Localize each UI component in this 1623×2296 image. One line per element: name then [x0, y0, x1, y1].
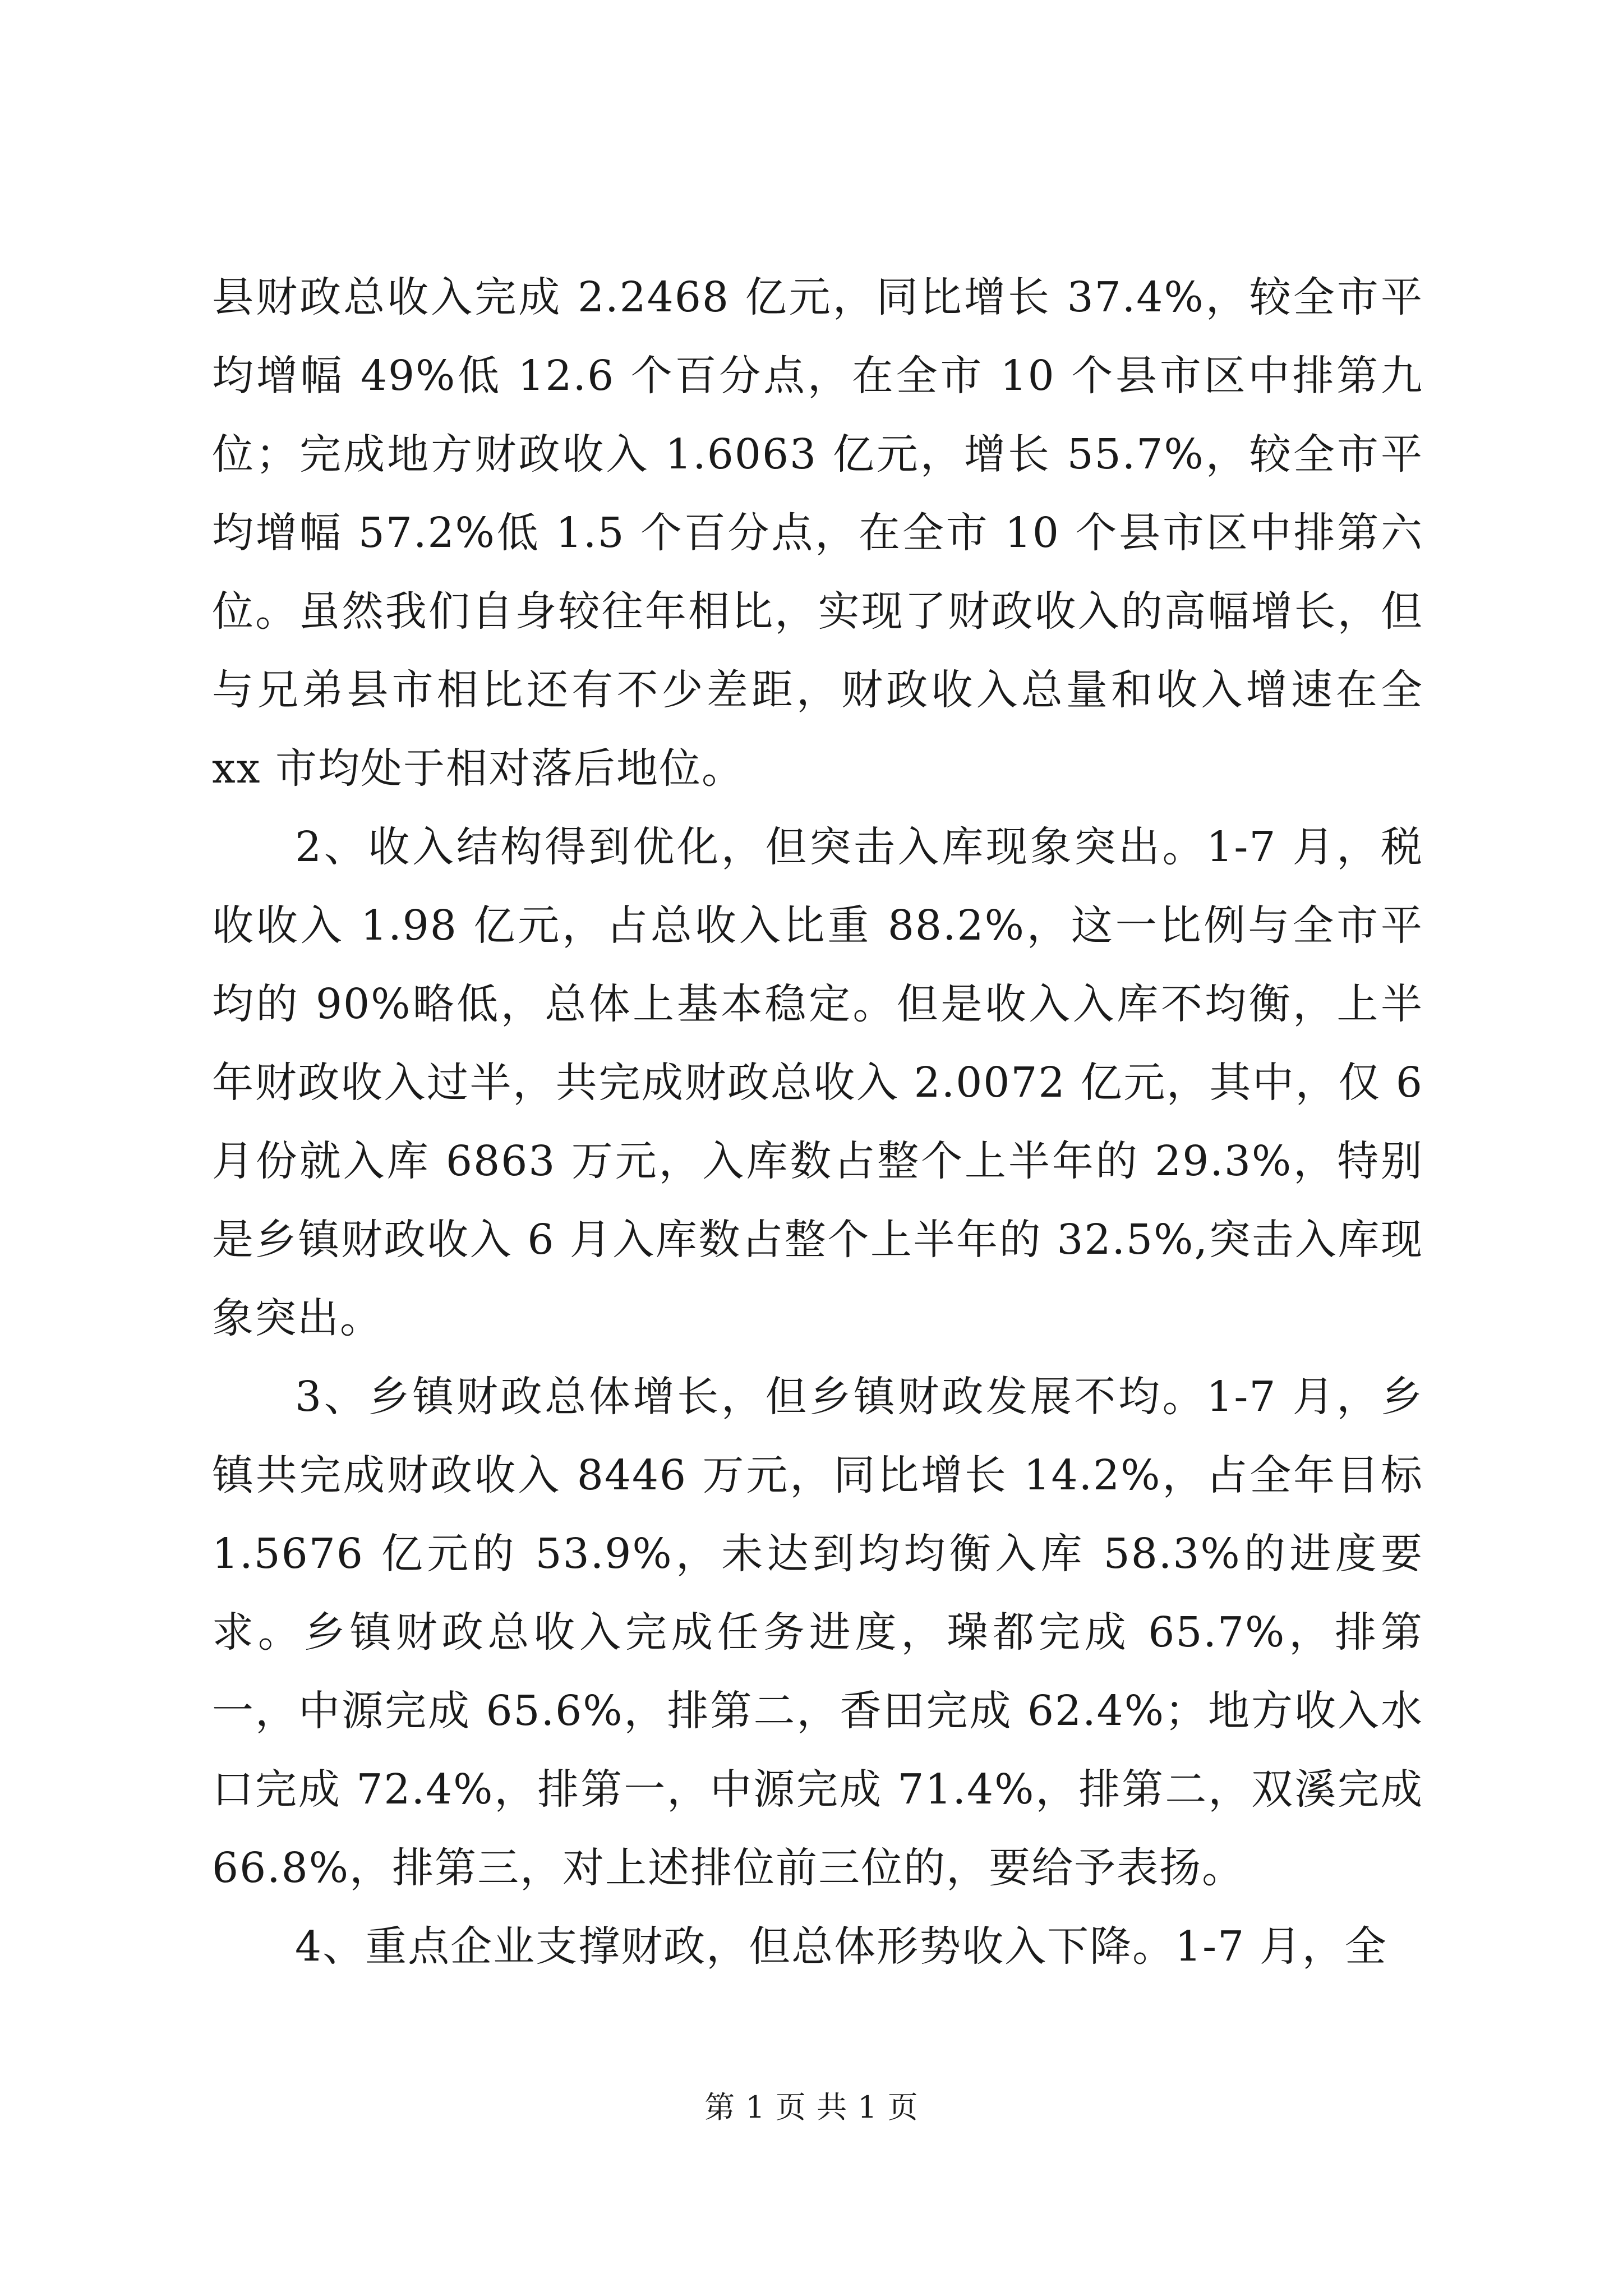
paragraph-3: 3、乡镇财政总体增长，但乡镇财政发展不均。1-7 月，乡镇共完成财政收入 8446 万元，同比增长 14.2%，占全年目标 1.5676 亿元的 53.9%，未达到均均衡入库 58.3%的进度要求。乡镇财政总收入完成任务进度，璪都完成 65.7%，排第一，中源完成 65.6%，排第二，香田完成 62.4%；地方收入水口完成 72.4%，排第一，中源完成 71.4%，排第二，双溪完成 66.8%，排第三，对上述排位前三位的，要给予表扬。	[212, 1373, 1423, 1892]
page-footer: 第 1 页 共 1 页	[704, 2090, 919, 2125]
document-body	[212, 258, 1423, 1986]
paragraph-2: 2、收入结构得到优化，但突击入库现象突出。1-7 月，税收收入 1.98 亿元，占总收入比重 88.2%，这一比例与全市平均的 90%略低，总体上基本稳定。但是收入入库不均衡，上半年财政收入过半，共完成财政总收入 2.0072 亿元，其中，仅 6 月份就入库 6863 万元，入库数占整个上半年的 29.3%，特别是乡镇财政收入 6 月入库数占整个上半年的 32.5%,突击入库现象突出。	[212, 823, 1423, 1342]
paragraph-1: 县财政总收入完成 2.2468 亿元，同比增长 37.4%，较全市平均增幅 49%低 12.6 个百分点，在全市 10 个县市区中排第九位；完成地方财政收入 1.6063 亿元，增长 55.7%，较全市平均增幅 57.2%低 1.5 个百分点，在全市 10 个县市区中排第六位。虽然我们自身较往年相比，实现了财政收入的高幅增长，但与兄弟县市相比还有不少差距，财政收入总量和收入增速在全 xx 市均处于相对落后地位。	[212, 273, 1423, 793]
paragraph-4: 4、重点企业支撑财政，但总体形势收入下降。1-7 月，全	[295, 1922, 1387, 1971]
